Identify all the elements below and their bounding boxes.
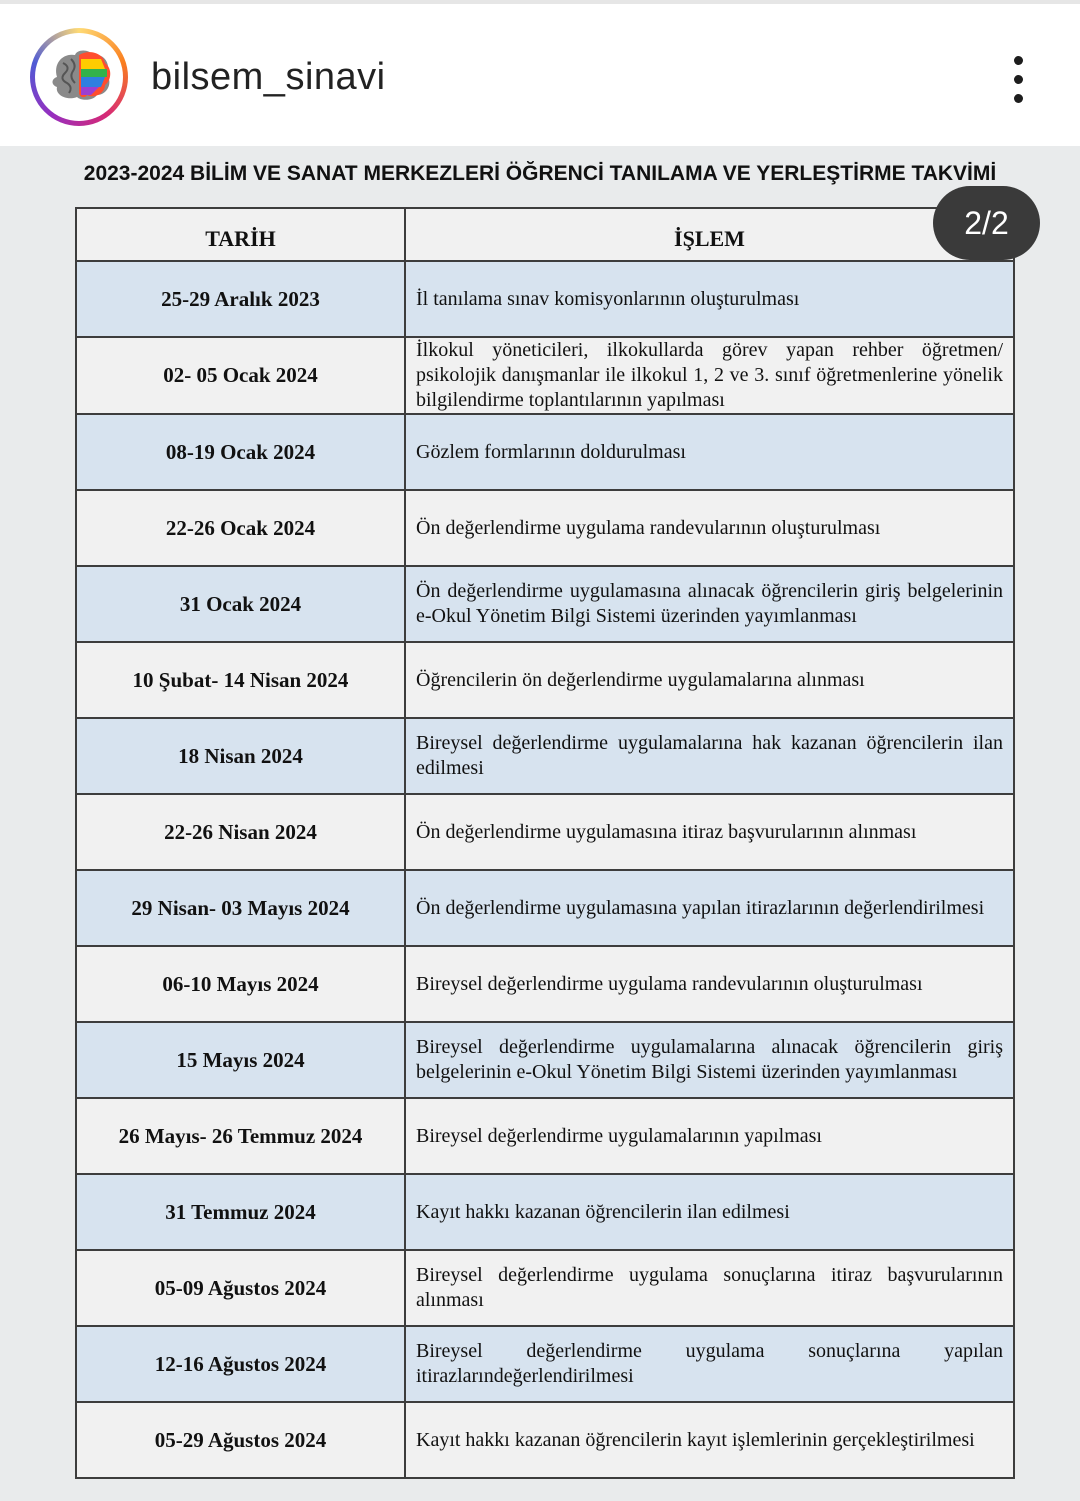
table-row (76, 414, 1014, 490)
table-row (76, 566, 1014, 642)
row-task: Kayıt hakkı kazanan öğrencilerin ilan edilmesi (405, 1174, 1014, 1250)
table-row (76, 1022, 1014, 1098)
vertical-dots-icon[interactable] (1000, 56, 1040, 104)
username[interactable]: bilsem_sinavi (151, 56, 386, 98)
schedule-table (75, 207, 1015, 1479)
row-date: 31 Ocak 2024 (76, 566, 405, 642)
row-date: 02- 05 Ocak 2024 (76, 337, 405, 414)
table-row (76, 870, 1014, 946)
header-date: TARİH (76, 208, 405, 261)
table-row (76, 490, 1014, 566)
row-task: Ön değerlendirme uygulamasına yapılan itirazlarının değerlendirilmesi (405, 870, 1014, 946)
row-date: 05-09 Ağustos 2024 (76, 1250, 405, 1326)
row-date: 06-10 Mayıs 2024 (76, 946, 405, 1022)
carousel-counter: 2/2 (933, 186, 1040, 260)
row-task: Bireysel değerlendirme uygulamalarının yapılması (405, 1098, 1014, 1174)
table-header-row (76, 208, 1014, 261)
profile-avatar[interactable] (30, 28, 128, 126)
row-task: Bireysel değerlendirme uygulama sonuçlarına yapılan itirazlarındeğerlendirilmesi (405, 1326, 1014, 1402)
table-row (76, 1402, 1014, 1478)
brain-logo-icon (35, 33, 123, 121)
row-date: 22-26 Nisan 2024 (76, 794, 405, 870)
row-date: 31 Temmuz 2024 (76, 1174, 405, 1250)
row-date: 18 Nisan 2024 (76, 718, 405, 794)
table-row (76, 718, 1014, 794)
row-task: Öğrencilerin ön değerlendirme uygulamalarına alınması (405, 642, 1014, 718)
row-date: 10 Şubat- 14 Nisan 2024 (76, 642, 405, 718)
row-date: 22-26 Ocak 2024 (76, 490, 405, 566)
row-date: 29 Nisan- 03 Mayıs 2024 (76, 870, 405, 946)
table-row (76, 1098, 1014, 1174)
row-task: Kayıt hakkı kazanan öğrencilerin kayıt işlemlerinin gerçekleştirilmesi (405, 1402, 1014, 1478)
table-row (76, 337, 1014, 414)
table-row (76, 642, 1014, 718)
table-row (76, 1326, 1014, 1402)
row-date: 25-29 Aralık 2023 (76, 261, 405, 337)
row-task: Gözlem formlarının doldurulması (405, 414, 1014, 490)
row-date: 12-16 Ağustos 2024 (76, 1326, 405, 1402)
table-body (76, 261, 1014, 1478)
row-date: 15 Mayıs 2024 (76, 1022, 405, 1098)
row-task: İl tanılama sınav komisyonlarının oluşturulması (405, 261, 1014, 337)
post-header (0, 4, 1080, 146)
row-task: Ön değerlendirme uygulamasına alınacak öğrencilerin giriş belgelerinin e-Okul Yönetim Bilgi Sistemi üzerinden yayımlanması (405, 566, 1014, 642)
table-row (76, 1250, 1014, 1326)
row-date: 05-29 Ağustos 2024 (76, 1402, 405, 1478)
table-row (76, 261, 1014, 337)
table-row (76, 794, 1014, 870)
row-task: Bireysel değerlendirme uygulama randevularının oluşturulması (405, 946, 1014, 1022)
row-task: İlkokul yöneticileri, ilkokullarda görev yapan rehber öğretmen/ psikolojik danışmanlar ile ilkokul 1, 2 ve 3. sınıf öğretmenlerine yönelik bilgilendirme toplantılarının yapılması (405, 337, 1014, 414)
row-task: Bireysel değerlendirme uygulamalarına alınacak öğrencilerin giriş belgelerinin e-Okul Yönetim Bilgi Sistemi üzerinden yayımlanması (405, 1022, 1014, 1098)
table-row (76, 946, 1014, 1022)
row-task: Bireysel değerlendirme uygulama sonuçlarına itiraz başvurularının alınması (405, 1250, 1014, 1326)
row-date: 08-19 Ocak 2024 (76, 414, 405, 490)
document-title: 2023-2024 BİLİM VE SANAT MERKEZLERİ ÖĞRENCİ TANILAMA VE YERLEŞTİRME TAKVİMİ (83, 162, 997, 185)
row-task: Ön değerlendirme uygulamasına itiraz başvurularının alınması (405, 794, 1014, 870)
row-task: Bireysel değerlendirme uygulamalarına hak kazanan öğrencilerin ilan edilmesi (405, 718, 1014, 794)
table-row (76, 1174, 1014, 1250)
row-task: Ön değerlendirme uygulama randevularının oluşturulması (405, 490, 1014, 566)
header-task: İŞLEM (405, 208, 1014, 261)
row-date: 26 Mayıs- 26 Temmuz 2024 (76, 1098, 405, 1174)
